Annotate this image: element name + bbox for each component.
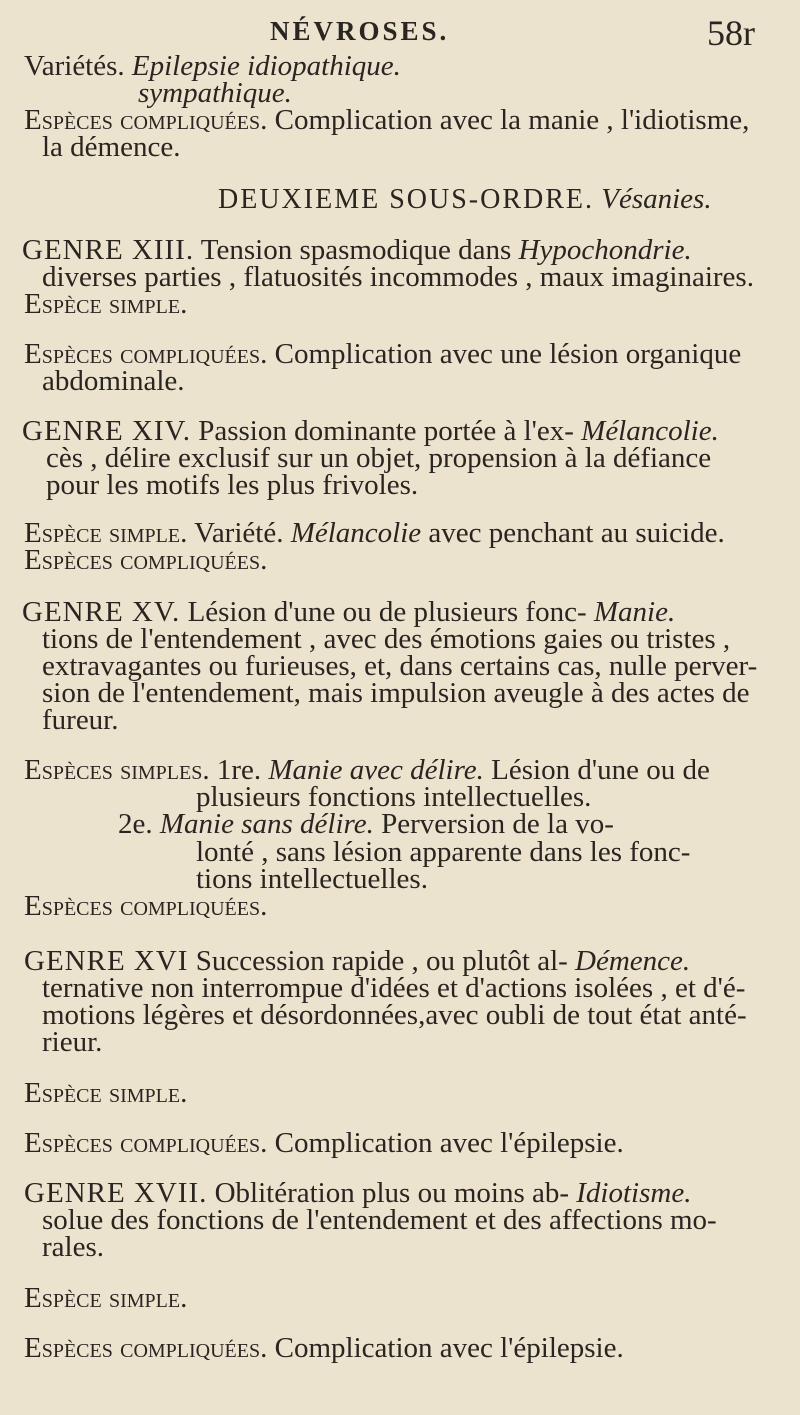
line-text: Lésion d'une ou de plusieurs fonc- xyxy=(180,596,587,628)
line-text: 2e. xyxy=(118,808,160,840)
text-line xyxy=(42,677,749,709)
text-line xyxy=(46,469,418,501)
italic-term: Vésanies. xyxy=(594,183,712,215)
text-line xyxy=(42,131,180,163)
line-text: tions de l'entendement , avec des émotions gaies ou tristes , xyxy=(42,623,731,655)
running-head xyxy=(0,10,800,53)
line-text: Complication avec l'épilepsie. xyxy=(267,1127,624,1159)
heading-term: Espèces compliquées. xyxy=(24,338,268,370)
heading-term: Espèces simples. xyxy=(24,754,210,786)
line-text: abdominale. xyxy=(42,365,185,397)
line-text: Complication avec la manie , l'idiotisme, xyxy=(267,104,750,136)
text-line xyxy=(42,365,185,397)
text-line xyxy=(24,1332,624,1364)
line-text: Lésion d'une ou de xyxy=(483,754,710,786)
line-text: Variétés. xyxy=(24,50,132,82)
italic-term: Manie sans délire. xyxy=(159,808,374,840)
heading-term: Espèce simple. xyxy=(24,288,188,320)
italic-term: Epilepsie idiopathique. xyxy=(131,50,401,82)
line-text: ternative non interrompue d'idées et d'actions isolées , et d'é- xyxy=(42,972,746,1004)
line-text: fureur. xyxy=(42,704,119,736)
line-text: rieur. xyxy=(42,1026,103,1058)
line-text: lonté , sans lésion apparente dans les fonc- xyxy=(196,836,691,868)
italic-term: Démence. xyxy=(567,945,691,977)
line-text: cès , délire exclusif sur un objet, propension à la défiance xyxy=(46,442,712,474)
heading-term: GENRE XV. xyxy=(22,596,181,628)
heading-term: Espèce simple. xyxy=(24,517,188,549)
heading-term: GENRE XIV. xyxy=(22,415,191,447)
line-text: Tension spasmodique dans xyxy=(194,234,512,266)
text-line xyxy=(24,544,267,576)
italic-term: Idiotisme. xyxy=(569,1177,692,1209)
line-text: diverses parties , flatuosités incommodes , maux imaginaires. xyxy=(42,261,754,293)
line-text: tions intellectuelles. xyxy=(196,863,428,895)
line-text: Variété. xyxy=(187,517,291,549)
heading-term: Espèces compliquées. xyxy=(24,1332,268,1364)
heading-term: Espèces compliquées. xyxy=(24,1127,268,1159)
heading-term: DEUXIEME SOUS-ORDRE. xyxy=(218,184,594,215)
line-text: solue des fonctions de l'entendement et des affections mo- xyxy=(42,1204,717,1236)
line-text: motions légères et désordonnées,avec oubli de tout état anté- xyxy=(42,999,747,1031)
line-text: Oblitération plus ou moins ab- xyxy=(207,1177,570,1209)
text-line xyxy=(24,1127,624,1159)
line-text: avec penchant au suicide. xyxy=(421,517,725,549)
italic-term: Manie. xyxy=(586,596,676,628)
text-line xyxy=(24,1282,187,1314)
line-text: rales. xyxy=(42,1231,104,1263)
line-text: Complication avec une lésion organique xyxy=(267,338,742,370)
text-line xyxy=(24,288,187,320)
line-text: extravagantes ou furieuses, et, dans certains cas, nulle perver- xyxy=(42,650,758,682)
line-text: Perversion de la vo- xyxy=(373,808,614,840)
heading-term: GENRE XVII. xyxy=(24,1177,208,1209)
italic-term: Mélancolie xyxy=(290,517,422,549)
line-text: 1re. xyxy=(209,754,269,786)
italic-term: Manie avec délire. xyxy=(268,754,484,786)
text-line xyxy=(42,704,119,736)
line-text: Succession rapide , ou plutôt al- xyxy=(188,945,568,977)
line-text: Complication avec l'épilepsie. xyxy=(267,1332,624,1364)
running-title: NÉVROSES. xyxy=(270,16,450,46)
text-line xyxy=(42,1026,102,1058)
text-line xyxy=(42,999,747,1031)
line-text: plusieurs fonctions intellectuelles. xyxy=(196,781,592,813)
italic-term: Mélancolie. xyxy=(573,415,719,447)
text-line xyxy=(24,890,267,922)
line-text: sion de l'entendement, mais impulsion aveugle à des actes de xyxy=(42,677,750,709)
text-line xyxy=(42,1231,104,1263)
line-text: pour les motifs les plus frivoles. xyxy=(46,469,419,501)
heading-term: GENRE XVI xyxy=(24,945,189,977)
italic-term: Hypochondrie. xyxy=(511,234,692,266)
text-line xyxy=(42,1204,717,1236)
heading-term: Espèces compliquées. xyxy=(24,104,268,136)
line-text: Passion dominante portée à l'ex- xyxy=(190,415,574,447)
heading-term: Espèce simple. xyxy=(24,1282,188,1314)
italic-term: sympathique. xyxy=(138,77,292,109)
page-number: 58r xyxy=(707,13,755,53)
heading-term: Espèce simple. xyxy=(24,1077,188,1109)
heading-term: GENRE XIII. xyxy=(22,234,195,266)
heading-term: Espèces compliquées. xyxy=(24,890,268,922)
heading-term: Espèces compliquées. xyxy=(24,544,268,576)
text-line xyxy=(218,183,712,216)
line-text: la démence. xyxy=(42,131,181,163)
text-line xyxy=(24,1077,187,1109)
